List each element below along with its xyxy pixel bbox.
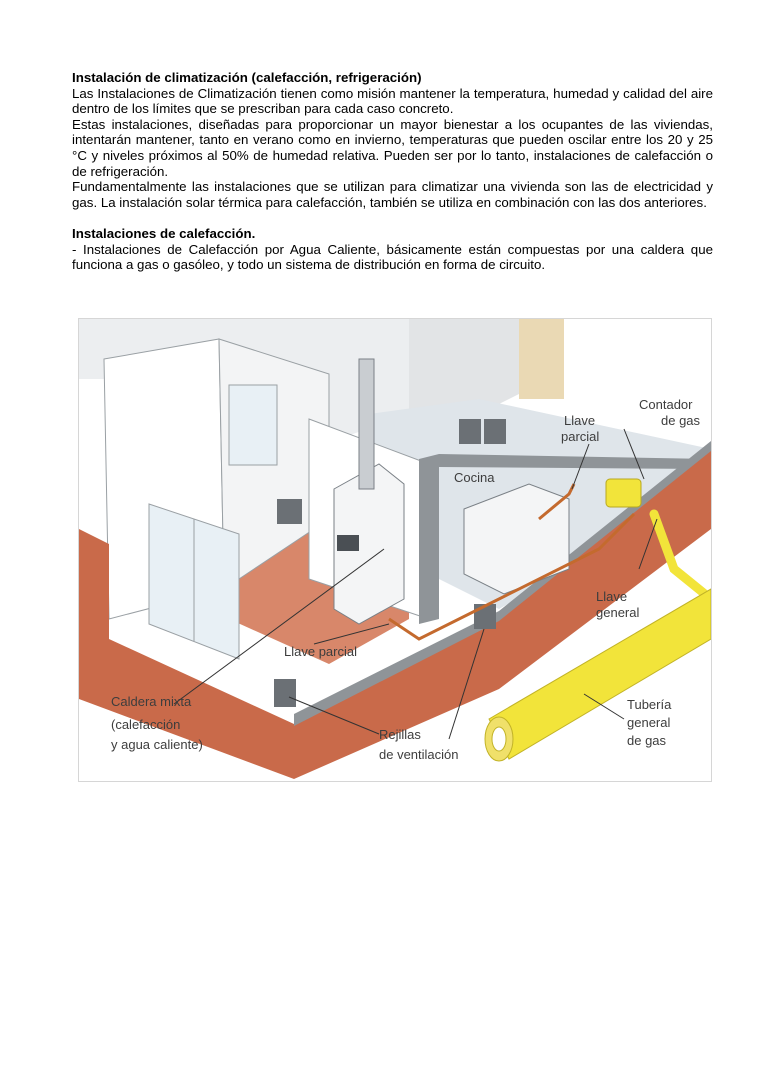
label-caldera-line1: Caldera mixta	[111, 694, 192, 709]
label-tuberia-line2: general	[627, 715, 671, 730]
label-rejillas-line1: Rejillas	[379, 727, 421, 742]
label-caldera-line2: (calefacción	[111, 717, 181, 732]
paragraph-3: Fundamentalmente las instalaciones que se utilizan para climatizar una vivienda son las de electricidad y gas. La instalación solar térmica para calefacción, también se utiliza en combinación con las dos anteriores.	[72, 179, 713, 210]
label-llave-general-line2: general	[596, 605, 640, 620]
paragraph-1: Las Instalaciones de Climatización tienen como misión mantener la temperatura, humedad y calidad del aire dentro de los límites que se prescriban para cada caso concreto.	[72, 85, 713, 117]
label-cocina: Cocina	[454, 470, 495, 485]
label-contador-line2: de gas	[661, 413, 701, 428]
label-tuberia-line1: Tubería	[627, 697, 672, 712]
section-heading-climatizacion: Instalación de climatización (calefacción, refrigeración)	[72, 70, 422, 85]
paragraph-2: Estas instalaciones, diseñadas para proporcionar un mayor bienestar a los ocupantes de las viviendas, intentarán mantener, tanto en verano como en invierno, temperaturas que pueden oscilar entre los 20 y 25 °C y niveles próximos al 50% de humedad relativa. Pueden ser por lo tanto, instalaciones de calefacción o de refrigeración.	[72, 116, 713, 179]
label-caldera-line3: y agua caliente)	[111, 737, 203, 752]
label-tuberia-line3: de gas	[627, 733, 667, 748]
text-block	[72, 70, 713, 273]
label-contador-line1: Contador	[639, 397, 693, 412]
section-heading-calefaccion: Instalaciones de calefacción.	[72, 225, 256, 241]
label-rejillas-line2: de ventilación	[379, 747, 459, 762]
label-llave-parcial-bottom: Llave parcial	[284, 644, 357, 659]
paragraph-4: - Instalaciones de Calefacción por Agua Caliente, básicamente están compuestas por una caldera que funciona a gas o gasóleo, y todo un sistema de distribución en forma de circuito.	[72, 241, 713, 273]
label-llave-parcial-top-line1: Llave	[564, 413, 596, 428]
label-llave-general-line1: Llave	[596, 589, 628, 604]
label-llave-parcial-top-line2: parcial	[561, 429, 600, 444]
heating-installation-illustration	[78, 318, 712, 782]
